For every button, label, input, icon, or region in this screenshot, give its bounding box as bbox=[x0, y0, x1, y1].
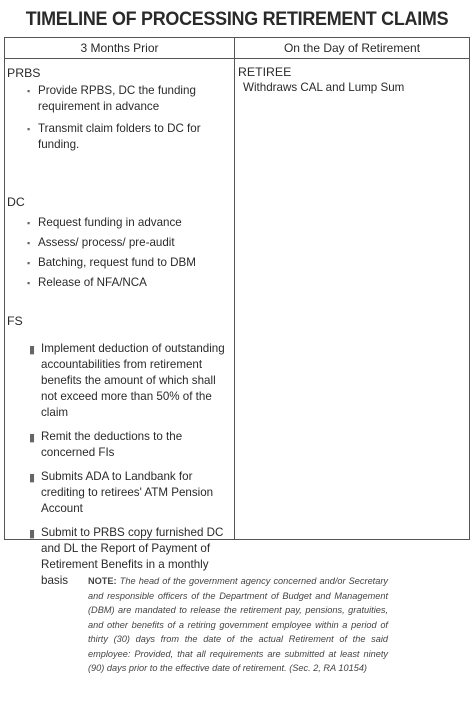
bullet-icon: ▮ bbox=[29, 472, 36, 484]
section-label-fs: FS bbox=[7, 314, 23, 328]
section-label-prbs: PRBS bbox=[7, 66, 41, 80]
section-label-retiree: RETIREE bbox=[238, 65, 292, 79]
timeline-table bbox=[4, 37, 470, 587]
body-row bbox=[5, 59, 470, 540]
bullet-icon: ▮ bbox=[29, 432, 36, 444]
list-item: ▪ Provide RPBS, DC the funding requirement in advance bbox=[27, 84, 196, 113]
right-cell bbox=[235, 59, 470, 540]
prbs-list bbox=[5, 83, 227, 159]
fs-list bbox=[5, 341, 229, 596]
bullet-icon: ▪ bbox=[27, 124, 31, 134]
bullet-icon: ▮ bbox=[29, 528, 36, 540]
list-item: ▪ Assess/ process/ pre-audit bbox=[27, 236, 175, 249]
note-text: The head of the government agency concerned and/or Secretary and responsible officers of the Department of Budget and Management (DBM) are mandated to release the retirement pay, pensions, gratuities, and other benefits of a retiring government employee within a period of thirty (30) days from the date of the actual Retirement of the said employee: Provided, that all requirements are submitted at least ninety (90) days prior to the effective date of retirement. (Sec. 2, RA 10154) bbox=[88, 576, 388, 673]
column-header-day-of-retirement: On the Day of Retirement bbox=[235, 38, 470, 59]
section-label-dc: DC bbox=[7, 195, 25, 209]
bullet-icon: ▪ bbox=[27, 86, 31, 96]
footnote bbox=[88, 574, 388, 676]
retiree-item: Withdraws CAL and Lump Sum bbox=[243, 81, 405, 94]
list-item: ▮ Implement deduction of outstanding accountabilities from retirement benefits the amount of which shall not exceed more than 50% of the claim bbox=[29, 342, 225, 419]
bullet-icon: ▪ bbox=[27, 218, 31, 228]
bullet-icon: ▮ bbox=[29, 344, 36, 356]
left-cell bbox=[5, 59, 235, 587]
bullet-icon: ▪ bbox=[27, 258, 31, 268]
list-item: ▪ Release of NFA/NCA bbox=[27, 276, 147, 289]
document-title: TIMELINE OF PROCESSING RETIREMENT CLAIMS bbox=[25, 8, 449, 30]
list-item: ▪ Batching, request fund to DBM bbox=[27, 256, 196, 269]
bullet-icon: ▪ bbox=[27, 278, 31, 288]
list-item: ▮ Submits ADA to Landbank for crediting to retirees' ATM Pension Account bbox=[29, 470, 214, 515]
list-item: ▮ Remit the deductions to the concerned FIs bbox=[29, 430, 183, 459]
note-label: NOTE: bbox=[88, 576, 117, 586]
bullet-icon: ▪ bbox=[27, 238, 31, 248]
list-item: ▮ Submit to PRBS copy furnished DC and DL the Report of Payment of Retirement Benefits in a monthly basis bbox=[29, 526, 224, 587]
dc-list bbox=[5, 215, 227, 295]
list-item: ▪ Transmit claim folders to DC for funding. bbox=[27, 122, 201, 151]
column-header-3-months-prior: 3 Months Prior bbox=[5, 38, 235, 59]
list-item: ▪ Request funding in advance bbox=[27, 216, 182, 229]
header-row bbox=[5, 38, 470, 59]
